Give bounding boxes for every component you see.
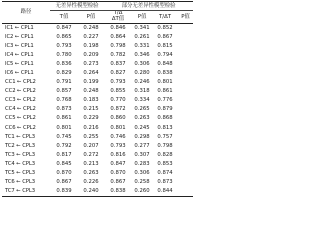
value-cell: 0.248 — [83, 25, 99, 31]
value-cell: 0.867 — [110, 178, 126, 185]
value-cell — [178, 114, 193, 123]
value-cell — [178, 169, 193, 178]
header-delta-t-line2: ΔT值 — [111, 16, 125, 22]
value-cell: 0.828 — [157, 151, 173, 158]
value-cell: 0.839 — [50, 187, 78, 197]
value-cell: 0.838 — [157, 70, 173, 77]
value-cell: 0.816 — [110, 151, 126, 158]
value-cell — [178, 87, 193, 96]
value-cell: 0.183 — [83, 97, 99, 104]
table-row — [2, 187, 193, 197]
value-cell: 0.273 — [83, 61, 99, 68]
value-cell: 0.817 — [56, 151, 72, 158]
path-cell: IC1 ← CPL1 — [5, 25, 34, 31]
table-row — [2, 178, 193, 187]
value-cell: 0.240 — [78, 187, 104, 197]
value-cell: 0.248 — [83, 88, 99, 95]
value-cell — [178, 78, 193, 87]
path-cell: TC3 ← CPL3 — [5, 151, 36, 158]
path-cell: CC6 ← CPL2 — [5, 124, 36, 131]
value-cell: 0.860 — [110, 115, 126, 122]
path-cell: TC5 ← CPL3 — [5, 169, 36, 176]
value-cell: 0.837 — [110, 61, 126, 68]
value-cell: 0.870 — [110, 169, 126, 176]
value-cell: 0.829 — [56, 70, 72, 77]
table-row — [2, 160, 193, 169]
value-cell: 0.258 — [134, 178, 150, 185]
value-cell: 0.216 — [83, 124, 99, 131]
value-cell: 0.298 — [134, 133, 150, 140]
value-cell: 0.265 — [134, 106, 150, 113]
value-cell: 0.261 — [134, 34, 150, 41]
path-cell: TC4 ← CPL3 — [5, 160, 36, 167]
value-cell: 0.213 — [83, 160, 99, 167]
value-cell: 0.847 — [110, 160, 126, 167]
value-cell — [178, 51, 193, 60]
value-cell: 0.255 — [83, 133, 99, 140]
table-row — [2, 124, 193, 133]
header-p-value-1: P值 — [78, 11, 104, 24]
table-row — [2, 169, 193, 178]
value-cell: 0.874 — [157, 169, 173, 176]
table-row — [2, 151, 193, 160]
value-cell: 0.746 — [110, 133, 126, 140]
value-cell — [178, 133, 193, 142]
value-cell: 0.879 — [157, 106, 173, 113]
value-cell: 0.263 — [83, 169, 99, 176]
value-cell: 0.793 — [56, 43, 72, 50]
value-cell: 0.873 — [157, 178, 173, 185]
value-cell: 0.793 — [110, 142, 126, 149]
value-cell: 0.791 — [56, 79, 72, 86]
value-cell: 0.307 — [134, 151, 150, 158]
value-cell: 0.865 — [56, 34, 72, 41]
path-cell: IC6 ← CPL1 — [5, 70, 34, 77]
value-cell: 0.768 — [56, 97, 72, 104]
path-cell: CC4 ← CPL2 — [5, 106, 36, 113]
value-cell: 0.229 — [83, 115, 99, 122]
value-cell: 0.226 — [83, 178, 99, 185]
value-cell: 0.331 — [134, 43, 150, 50]
value-cell — [178, 42, 193, 51]
value-cell: 0.209 — [83, 52, 99, 59]
header-p-value-2: P值 — [132, 11, 152, 24]
header-p-value-3: P值 — [178, 11, 193, 24]
value-cell: 0.199 — [83, 79, 99, 86]
path-cell: IC5 ← CPL1 — [5, 61, 34, 68]
value-cell: 0.793 — [110, 79, 126, 86]
value-cell: 0.798 — [157, 142, 173, 149]
value-cell: 0.870 — [56, 169, 72, 176]
path-cell: CC2 ← CPL2 — [5, 88, 36, 95]
table-row — [2, 105, 193, 114]
table-row — [2, 69, 193, 78]
path-cell: CC3 ← CPL2 — [5, 97, 36, 104]
header-group-structural: 部分无差异性模型检验 — [104, 2, 193, 11]
value-cell: 0.272 — [83, 151, 99, 158]
value-cell: 0.198 — [83, 43, 99, 50]
value-cell: 0.873 — [56, 106, 72, 113]
value-cell: 0.864 — [110, 34, 126, 41]
value-cell: 0.798 — [110, 43, 126, 50]
table-row — [2, 78, 193, 87]
value-cell: 0.215 — [83, 106, 99, 113]
value-cell — [178, 33, 193, 42]
value-cell — [178, 60, 193, 69]
value-cell: 0.283 — [134, 160, 150, 167]
path-cell: TC2 ← CPL3 — [5, 142, 36, 149]
value-cell: 0.318 — [134, 88, 150, 95]
value-cell: 0.848 — [157, 61, 173, 68]
value-cell: 0.872 — [110, 106, 126, 113]
value-cell: 0.861 — [157, 88, 173, 95]
value-cell: 0.844 — [152, 187, 178, 197]
value-cell: 0.776 — [157, 97, 173, 104]
value-cell: 0.846 — [110, 25, 126, 31]
value-cell: 0.264 — [83, 70, 99, 77]
value-cell: 0.770 — [110, 97, 126, 104]
table-row — [2, 60, 193, 69]
value-cell — [178, 151, 193, 160]
value-cell: 0.794 — [157, 52, 173, 59]
value-cell — [178, 24, 193, 34]
value-cell: 0.246 — [134, 79, 150, 86]
value-cell: 0.306 — [134, 61, 150, 68]
value-cell: 0.306 — [134, 169, 150, 176]
value-cell: 0.780 — [56, 52, 72, 59]
value-cell — [178, 178, 193, 187]
value-cell: 0.745 — [56, 133, 72, 140]
value-cell: 0.280 — [134, 70, 150, 77]
value-cell — [178, 105, 193, 114]
value-cell — [178, 160, 193, 169]
path-cell: IC4 ← CPL1 — [5, 52, 34, 59]
value-cell: 0.847 — [56, 25, 72, 31]
table-row — [2, 87, 193, 96]
value-cell: 0.757 — [157, 133, 173, 140]
value-cell: 0.227 — [83, 34, 99, 41]
value-cell: 0.852 — [157, 25, 173, 31]
value-cell: 0.260 — [132, 187, 152, 197]
value-cell: 0.334 — [134, 97, 150, 104]
header-group-measurement: 无差异性模型检验 — [50, 2, 104, 11]
value-cell — [178, 96, 193, 105]
table-row — [2, 24, 193, 34]
value-cell: 0.277 — [134, 142, 150, 149]
value-cell: 0.801 — [56, 124, 72, 131]
value-cell: 0.861 — [56, 115, 72, 122]
value-cell: 0.836 — [56, 61, 72, 68]
table-row — [2, 133, 193, 142]
value-cell: 0.855 — [110, 88, 126, 95]
header-t-value: T值 — [50, 11, 78, 24]
table-row — [2, 51, 193, 60]
value-cell — [178, 142, 193, 151]
table-row — [2, 114, 193, 123]
value-cell: 0.792 — [56, 142, 72, 149]
value-cell: 0.813 — [157, 124, 173, 131]
value-cell: 0.867 — [56, 178, 72, 185]
value-cell: 0.868 — [157, 115, 173, 122]
table-row — [2, 42, 193, 51]
value-cell: 0.207 — [83, 142, 99, 149]
value-cell: 0.801 — [157, 79, 173, 86]
value-cell: 0.815 — [157, 43, 173, 50]
value-cell — [178, 124, 193, 133]
value-cell: 0.782 — [110, 52, 126, 59]
table-row — [2, 96, 193, 105]
table-row — [2, 33, 193, 42]
header-delta-t — [104, 11, 132, 24]
path-cell: TC1 ← CPL3 — [5, 133, 36, 140]
value-cell: 0.245 — [134, 124, 150, 131]
value-cell: 0.853 — [157, 160, 173, 167]
value-cell: 0.801 — [110, 124, 126, 131]
path-cell: CC5 ← CPL2 — [5, 115, 36, 122]
value-cell: 0.867 — [157, 34, 173, 41]
value-cell — [178, 69, 193, 78]
value-cell: 0.845 — [56, 160, 72, 167]
value-cell — [178, 187, 193, 197]
path-cell: CC1 ← CPL2 — [5, 79, 36, 86]
header-path: 路径 — [2, 2, 50, 24]
header-delta-t-line1: T/Δ — [113, 10, 123, 17]
header-t-delta-t: T/ΔT — [152, 11, 178, 24]
value-cell: 0.838 — [104, 187, 132, 197]
path-cell: IC2 ← CPL1 — [5, 34, 34, 41]
path-cell: IC3 ← CPL1 — [5, 43, 34, 50]
value-cell: 0.263 — [134, 115, 150, 122]
value-cell: 0.857 — [56, 88, 72, 95]
path-cell: TC7 ← CPL3 — [2, 187, 50, 197]
invariance-test-table — [2, 1, 193, 197]
value-cell: 0.341 — [134, 25, 150, 31]
value-cell: 0.827 — [110, 70, 126, 77]
path-cell: TC6 ← CPL3 — [5, 178, 36, 185]
table-row — [2, 142, 193, 151]
value-cell: 0.346 — [134, 52, 150, 59]
